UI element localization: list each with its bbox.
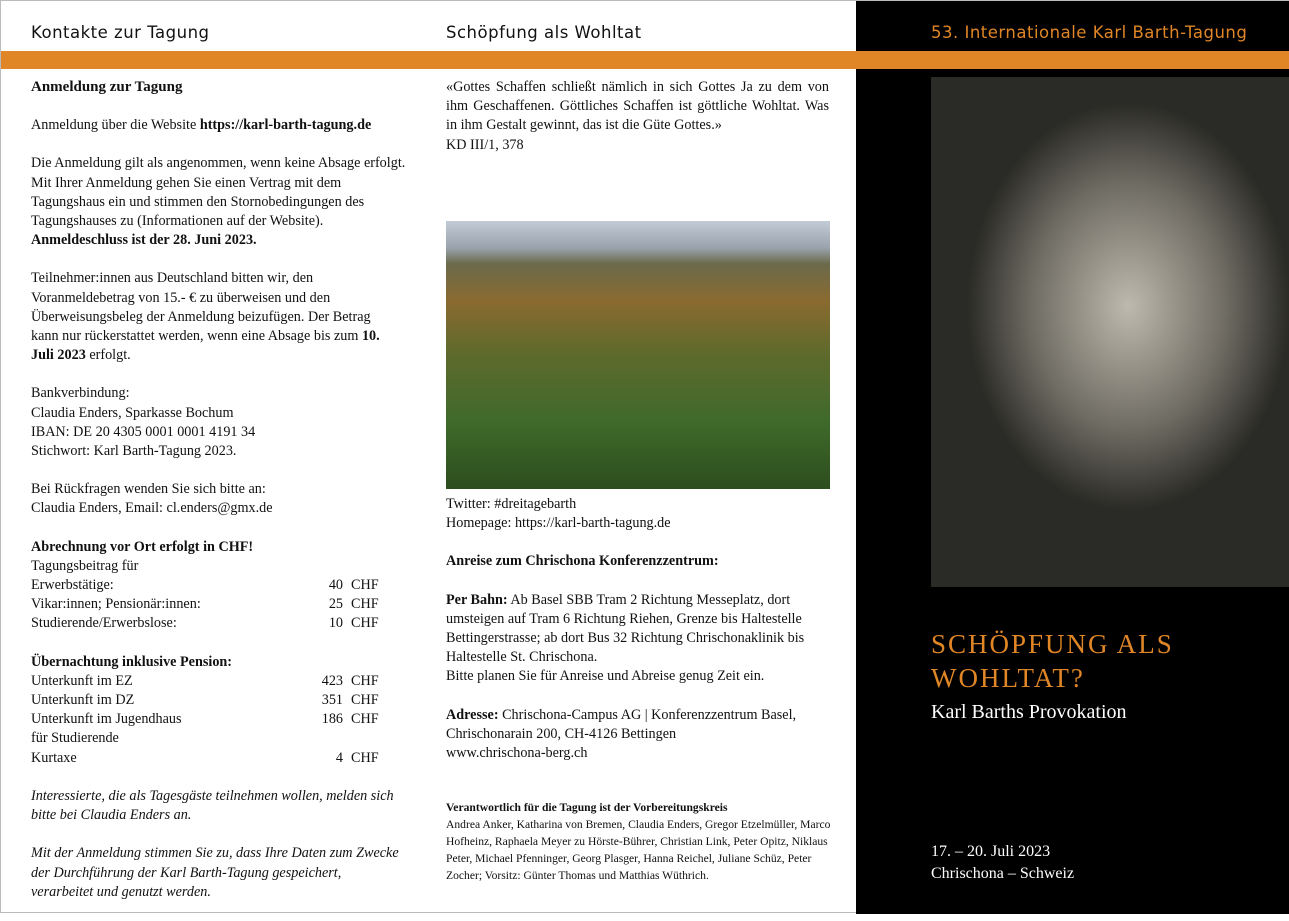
lodging-label: Unterkunft im Jugendhaus	[31, 711, 182, 728]
fees-section	[31, 538, 406, 634]
homepage-link[interactable]: Homepage: https://karl-barth-tagung.de	[446, 515, 671, 532]
cover-title	[931, 627, 1174, 695]
lodging-value: 186	[321, 711, 343, 728]
accent-bar	[1, 51, 1289, 69]
fee-unit: CHF	[351, 577, 379, 594]
lodging-label: Unterkunft im DZ	[31, 692, 135, 709]
kurtaxe-unit: CHF	[351, 749, 379, 766]
left-column	[31, 78, 406, 921]
lodging-section	[31, 653, 406, 768]
fee-unit: CHF	[351, 615, 379, 632]
event-date-place	[931, 841, 1074, 885]
lodging-label: Unterkunft im EZ	[31, 672, 133, 689]
lodging-unit: CHF	[351, 692, 379, 709]
organizers-heading: Verantwortlich für die Tagung ist der Vorbereitungskreis	[446, 801, 728, 814]
left-header: Kontakte zur Tagung	[31, 23, 210, 42]
lodging-row	[31, 691, 406, 710]
privacy-note: Mit der Anmeldung stimmen Sie zu, dass Ihre Daten zum Zwecke der Durchführung der Karl Barth-Tagung gespeichert, verarbeitet und genutzt werden.	[31, 845, 399, 900]
bank-line: Bankverbindung:	[31, 385, 130, 402]
middle-info	[446, 495, 841, 782]
event-place: Chrischona – Schweiz	[931, 865, 1075, 882]
title-line: WOHLTAT?	[931, 663, 1085, 693]
registration-heading: Anmeldung zur Tagung	[31, 79, 183, 95]
train-label: Per Bahn:	[446, 591, 508, 608]
address-label: Adresse:	[446, 706, 499, 723]
fee-row	[31, 614, 406, 633]
lodging-note: für Studierende	[31, 730, 119, 747]
bank-line: Claudia Enders, Sparkasse Bochum	[31, 404, 234, 421]
cover-subtitle: Karl Barths Provokation	[931, 701, 1127, 723]
fee-label: Erwerbstätige:	[31, 577, 114, 594]
kurtaxe-value: 4	[335, 749, 343, 766]
contact	[31, 480, 406, 518]
bank-details	[31, 384, 406, 461]
lodging-row	[31, 710, 406, 729]
fees-heading: Abrechnung vor Ort erfolgt in CHF!	[31, 538, 254, 555]
lodging-unit: CHF	[351, 672, 379, 689]
lodging-row	[31, 672, 406, 691]
website-link[interactable]: https://karl-barth-tagung.de	[199, 117, 372, 134]
kurtaxe-label: Kurtaxe	[31, 749, 77, 766]
contact-line: Bei Rückfragen wenden Sie sich bitte an:	[31, 481, 266, 498]
fee-label: Studierende/Erwerbslose:	[31, 615, 177, 632]
lodging-heading: Übernachtung inklusive Pension:	[31, 653, 233, 670]
refund-date: 10. Juli 2023	[31, 328, 380, 364]
quote	[446, 78, 829, 155]
train-note: Bitte planen Sie für Anreise und Abreise genug Zeit ein.	[446, 668, 765, 685]
contact-line: Claudia Enders, Email: cl.enders@gmx.de	[31, 500, 273, 517]
registration-terms: Die Anmeldung gilt als angenommen, wenn keine Absage erfolgt. Mit Ihrer Anmeldung gehen Sie einen Vertrag mit dem Tagungshaus ein und stimmen den Stornobedingungen des Tagungshauses zu (Informationen auf der Website).	[31, 155, 406, 230]
twitter-hashtag: Twitter: #dreitagebarth	[446, 496, 577, 512]
fee-unit: CHF	[351, 596, 379, 613]
lodging-value: 423	[321, 672, 343, 689]
fee-value: 25	[328, 596, 343, 613]
prepayment-text: Teilnehmer:innen aus Deutschland bitten wir, den Voranmeldebetrag von 15.- € zu überweisen und den Überweisungsbeleg der Anmeldung beizufügen. Der Betrag kann nur rückerstattet werden, wenn eine Absage bis zum	[31, 270, 371, 345]
fee-value: 10	[328, 615, 343, 632]
address: Chrischona-Campus AG | Konferenzzentrum Basel, Chrischonarain 200, CH-4126 Bettingen	[446, 706, 797, 742]
prepayment-end: erfolgt.	[85, 347, 131, 364]
event-date: 17. – 20. Juli 2023	[931, 843, 1051, 860]
organizers-list: Andrea Anker, Katharina von Bremen, Claudia Enders, Gregor Etzelmüller, Marco Hofheinz, Raphaela Meyer zu Hörste-Bührer, Christian Link, Peter Opitz, Niklaus Peter, Michael Pfenninger, Georg Plasger, Hanna Reichel, Juliane Schüz, Peter Zocher; Vorsitz: Günter Thomas und Matthias Wüthrich.	[446, 818, 831, 882]
bank-line: IBAN: DE 20 4305 0001 0001 4191 34	[31, 423, 256, 440]
lodging-unit: CHF	[351, 711, 379, 728]
middle-header: Schöpfung als Wohltat	[446, 23, 642, 42]
deadline: Anmeldeschluss ist der 28. Juni 2023.	[31, 232, 257, 249]
kurtaxe-row	[31, 749, 406, 768]
fee-row	[31, 595, 406, 614]
fee-label: Vikar:innen; Pensionär:innen:	[31, 596, 201, 613]
fee-value: 40	[328, 577, 343, 594]
day-guest-note: Interessierte, die als Tagesgäste teilnehmen wollen, melden sich bitte bei Claudia Enders an.	[31, 787, 394, 824]
organizers	[446, 799, 841, 884]
chrischona-aerial-photo	[446, 221, 830, 489]
karl-barth-portrait	[931, 77, 1289, 587]
travel-heading: Anreise zum Chrischona Konferenzzentrum:	[446, 553, 719, 570]
cover-header: 53. Internationale Karl Barth-Tagung	[931, 23, 1248, 42]
lodging-value: 351	[321, 692, 343, 709]
train-directions: Ab Basel SBB Tram 2 Richtung Messeplatz, dort umsteigen auf Tram 6 Richtung Riehen, Grenze bis Haltestelle Bettingerstrasse; ab dort Bus 32 Richtung Chrischonaklinik bis Haltestelle St. Chrischona.	[446, 591, 805, 666]
title-line: SCHÖPFUNG ALS	[931, 629, 1174, 659]
quote-source: KD III/1, 378	[446, 136, 524, 153]
web-text: Anmeldung über die Website	[31, 117, 200, 134]
fee-row	[31, 576, 406, 595]
bank-line: Stichwort: Karl Barth-Tagung 2023.	[31, 443, 237, 460]
fees-sub: Tagungsbeitrag für	[31, 557, 139, 574]
venue-website[interactable]: www.chrischona-berg.ch	[446, 745, 588, 762]
quote-text: «Gottes Schaffen schließt nämlich in sich Gottes Ja zu dem von ihm Geschaffenen. Göttliches Schaffen ist göttliche Wohltat. Was in ihm Gestalt gewinnt, das ist die Güte Gottes.»	[446, 79, 829, 134]
